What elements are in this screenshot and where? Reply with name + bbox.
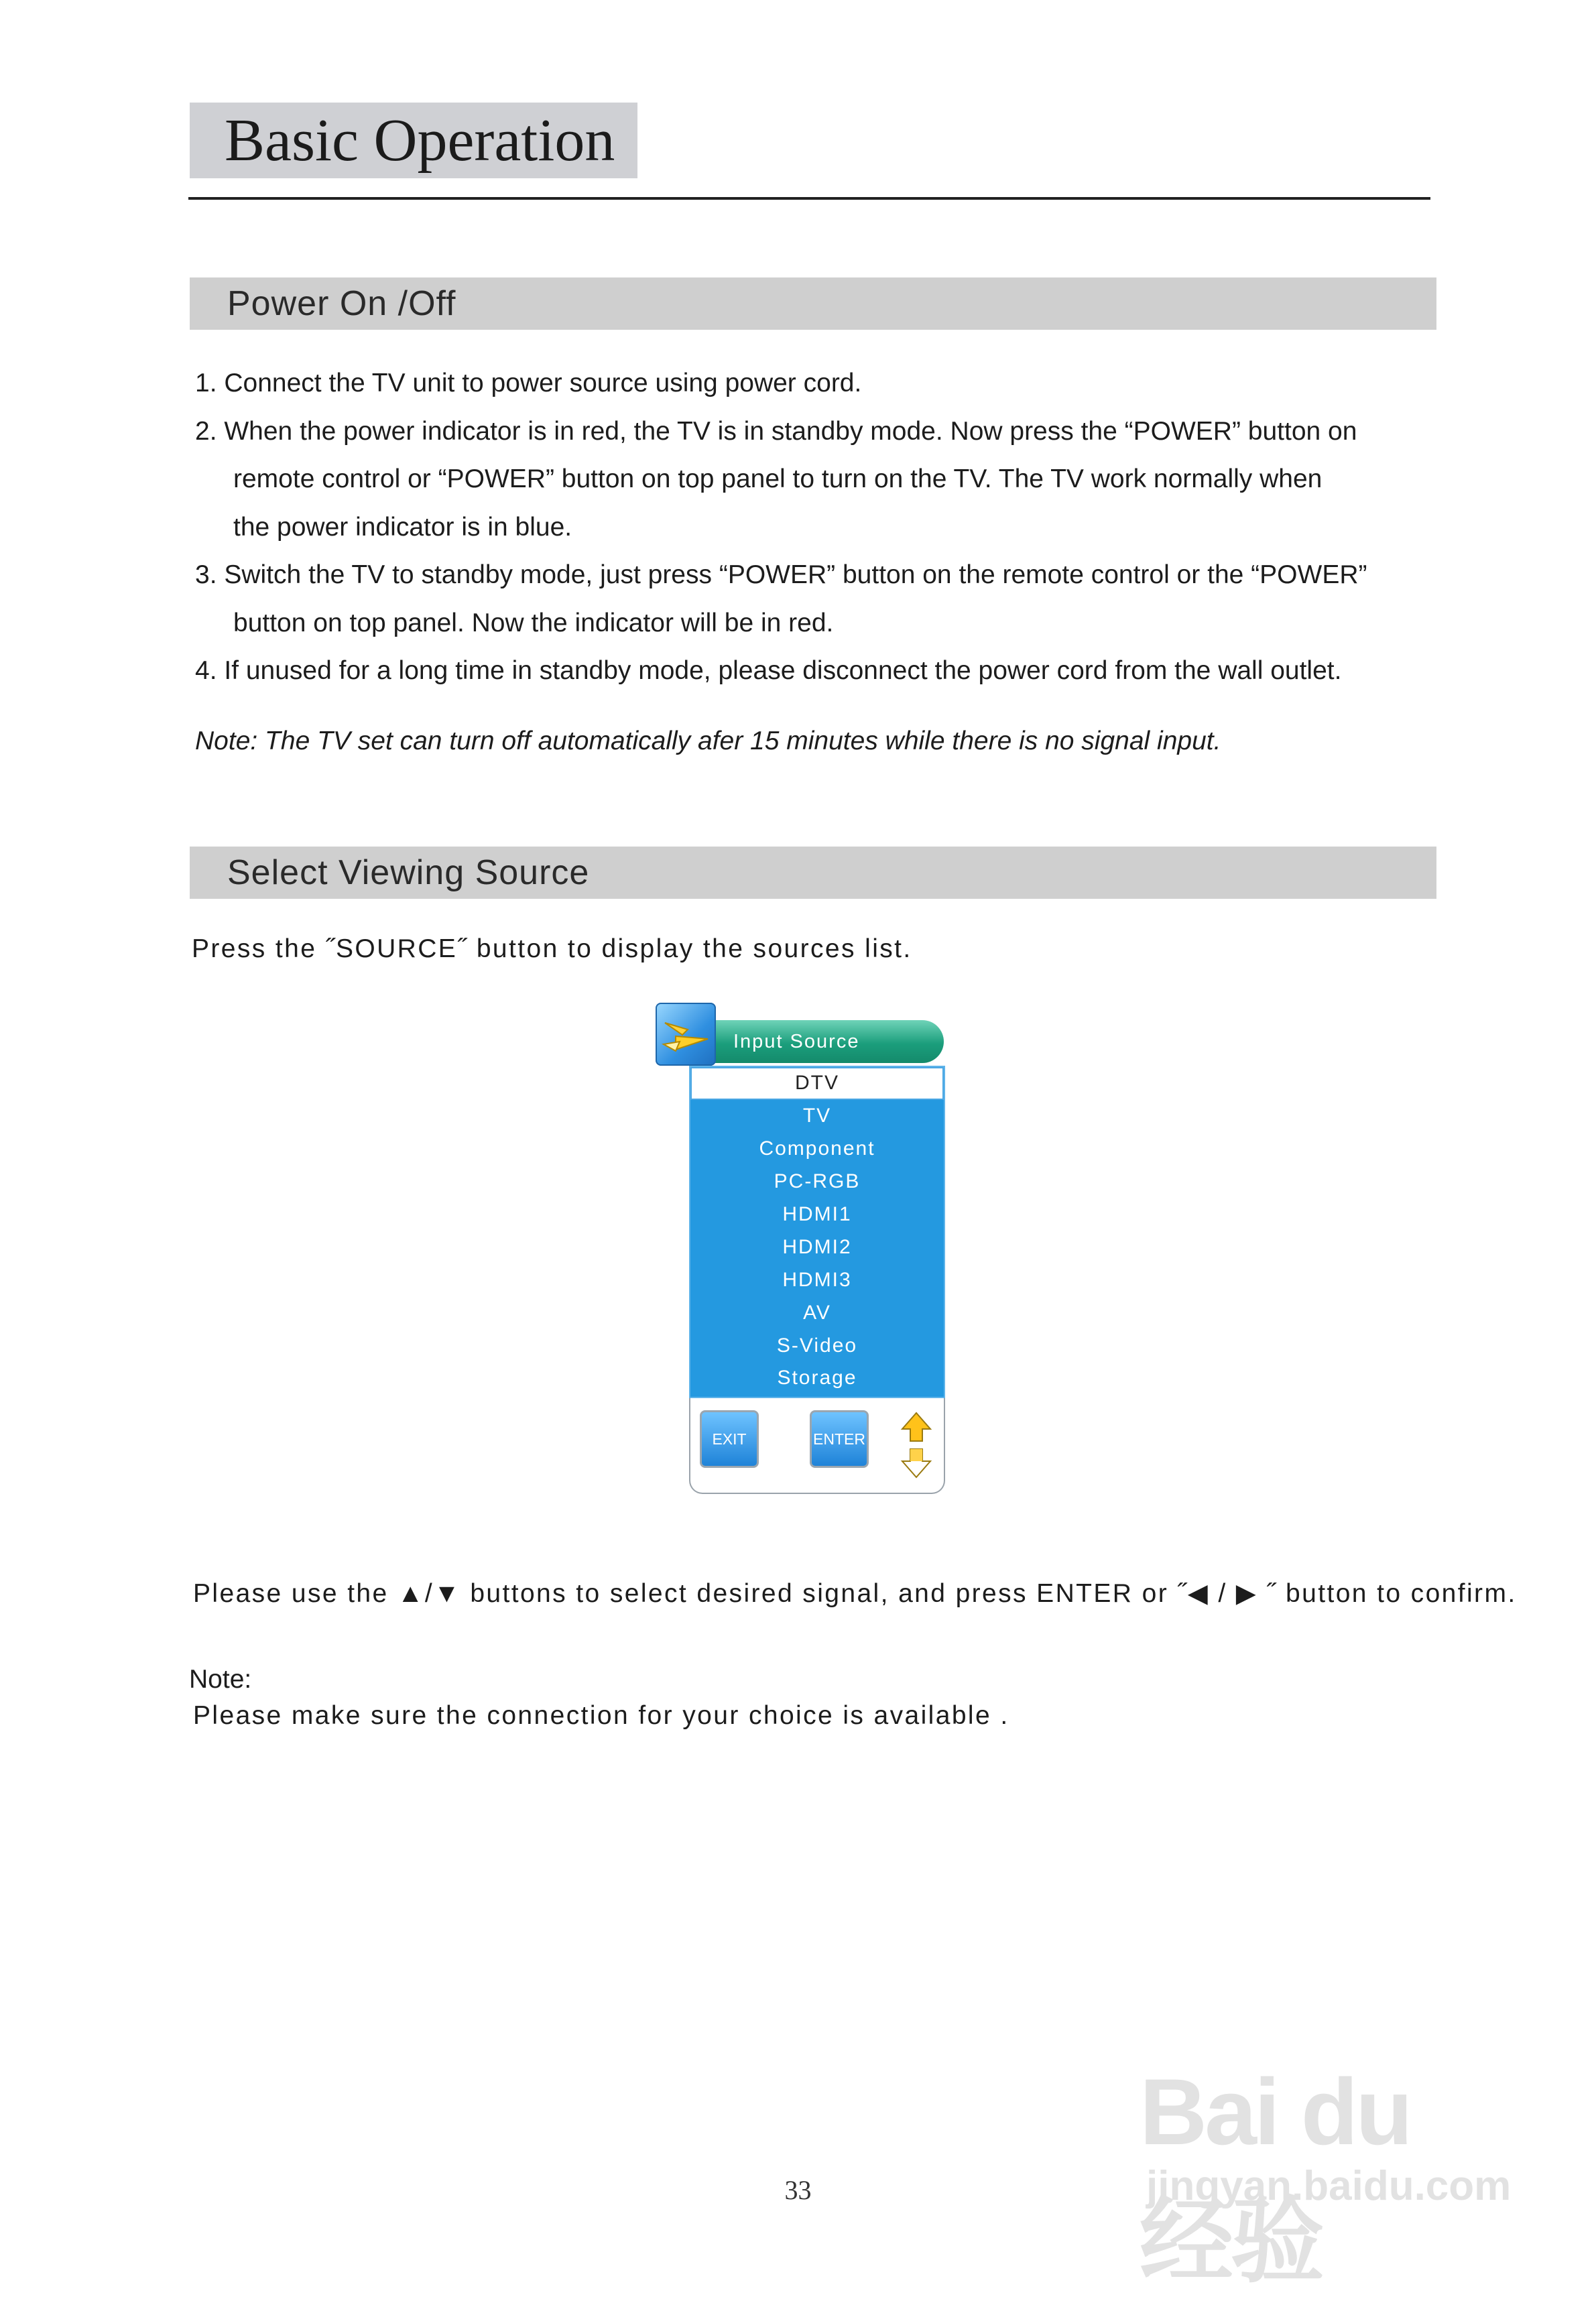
menu-item-av[interactable]: AV: [803, 1301, 831, 1324]
source-section-header: [190, 847, 1436, 899]
exit-button[interactable]: EXIT: [700, 1410, 759, 1468]
menu-footer: [689, 1398, 945, 1494]
menu-header: [701, 1020, 944, 1063]
menu-item-s-video[interactable]: S-Video: [776, 1334, 858, 1357]
input-source-icon: [656, 1003, 716, 1066]
menu-item-component[interactable]: Component: [759, 1137, 875, 1160]
menu-item-pc-rgb[interactable]: PC-RGB: [774, 1170, 861, 1193]
page-title: Basic Operation: [225, 107, 615, 174]
list-item: [195, 647, 1435, 695]
power-section-header: [190, 277, 1436, 330]
watermark-url: jingyan.baidu.com: [1146, 2163, 1512, 2209]
menu-item-hdmi2[interactable]: HDMI2: [782, 1235, 852, 1258]
list-item-line: 2. When the power indicator is in red, the TV is in standby mode. Now press the “POWER” button on: [195, 416, 1357, 446]
menu-item-hdmi3[interactable]: HDMI3: [782, 1268, 852, 1291]
note-label: Note:: [189, 1665, 252, 1694]
list-item-line: 1. Connect the TV unit to power source using power cord.: [195, 369, 862, 397]
power-section-title: Power On /Off: [227, 284, 456, 323]
note-text: Please make sure the connection for your choice is available .: [193, 1701, 1009, 1730]
list-item-line: 3. Switch the TV to standby mode, just press “POWER” button on the remote control or the “POWER”: [195, 560, 1367, 589]
selection-instruction: Please use the ▲/▼ buttons to select desired signal, and press ENTER or ˝◀ / ▶ ˝ button to confirm.: [193, 1579, 1517, 1608]
list-item-line: the power indicator is in blue.: [233, 512, 572, 542]
power-note: Note: The TV set can turn off automatically afer 15 minutes while there is no signal input.: [195, 727, 1221, 755]
input-source-menu: [656, 1003, 945, 1494]
menu-item-hdmi1[interactable]: HDMI1: [782, 1203, 852, 1225]
enter-button[interactable]: ENTER: [810, 1410, 869, 1468]
menu-list: [689, 1066, 945, 1398]
list-item-line: button on top panel. Now the indicator will be in red.: [233, 608, 834, 637]
list-item: [195, 551, 1435, 647]
title-divider: [188, 197, 1430, 200]
power-instructions-list: [195, 359, 1435, 695]
source-intro: Press the ˝SOURCE˝ button to display the sources list.: [192, 934, 912, 963]
list-item: [195, 408, 1435, 552]
source-section-title: Select Viewing Source: [227, 853, 590, 892]
menu-item-dtv[interactable]: DTV: [690, 1067, 944, 1100]
list-item: [195, 359, 1435, 408]
menu-item-tv[interactable]: TV: [802, 1105, 832, 1127]
page-number: 33: [784, 2175, 812, 2205]
list-item-line: remote control or “POWER” button on top panel to turn on the TV. The TV work normally when: [233, 464, 1323, 493]
watermark-logo-text: Bai du 经验: [1140, 2059, 1410, 2294]
up-down-arrows-icon[interactable]: [900, 1410, 933, 1480]
menu-item-storage[interactable]: Storage: [777, 1367, 857, 1389]
baidu-watermark: [1140, 2017, 1515, 2294]
menu-header-label: Input Source: [733, 1030, 860, 1052]
list-item-line: 4. If unused for a long time in standby mode, please disconnect the power cord from the wall outlet.: [195, 656, 1342, 685]
page-title-box: [190, 103, 637, 178]
